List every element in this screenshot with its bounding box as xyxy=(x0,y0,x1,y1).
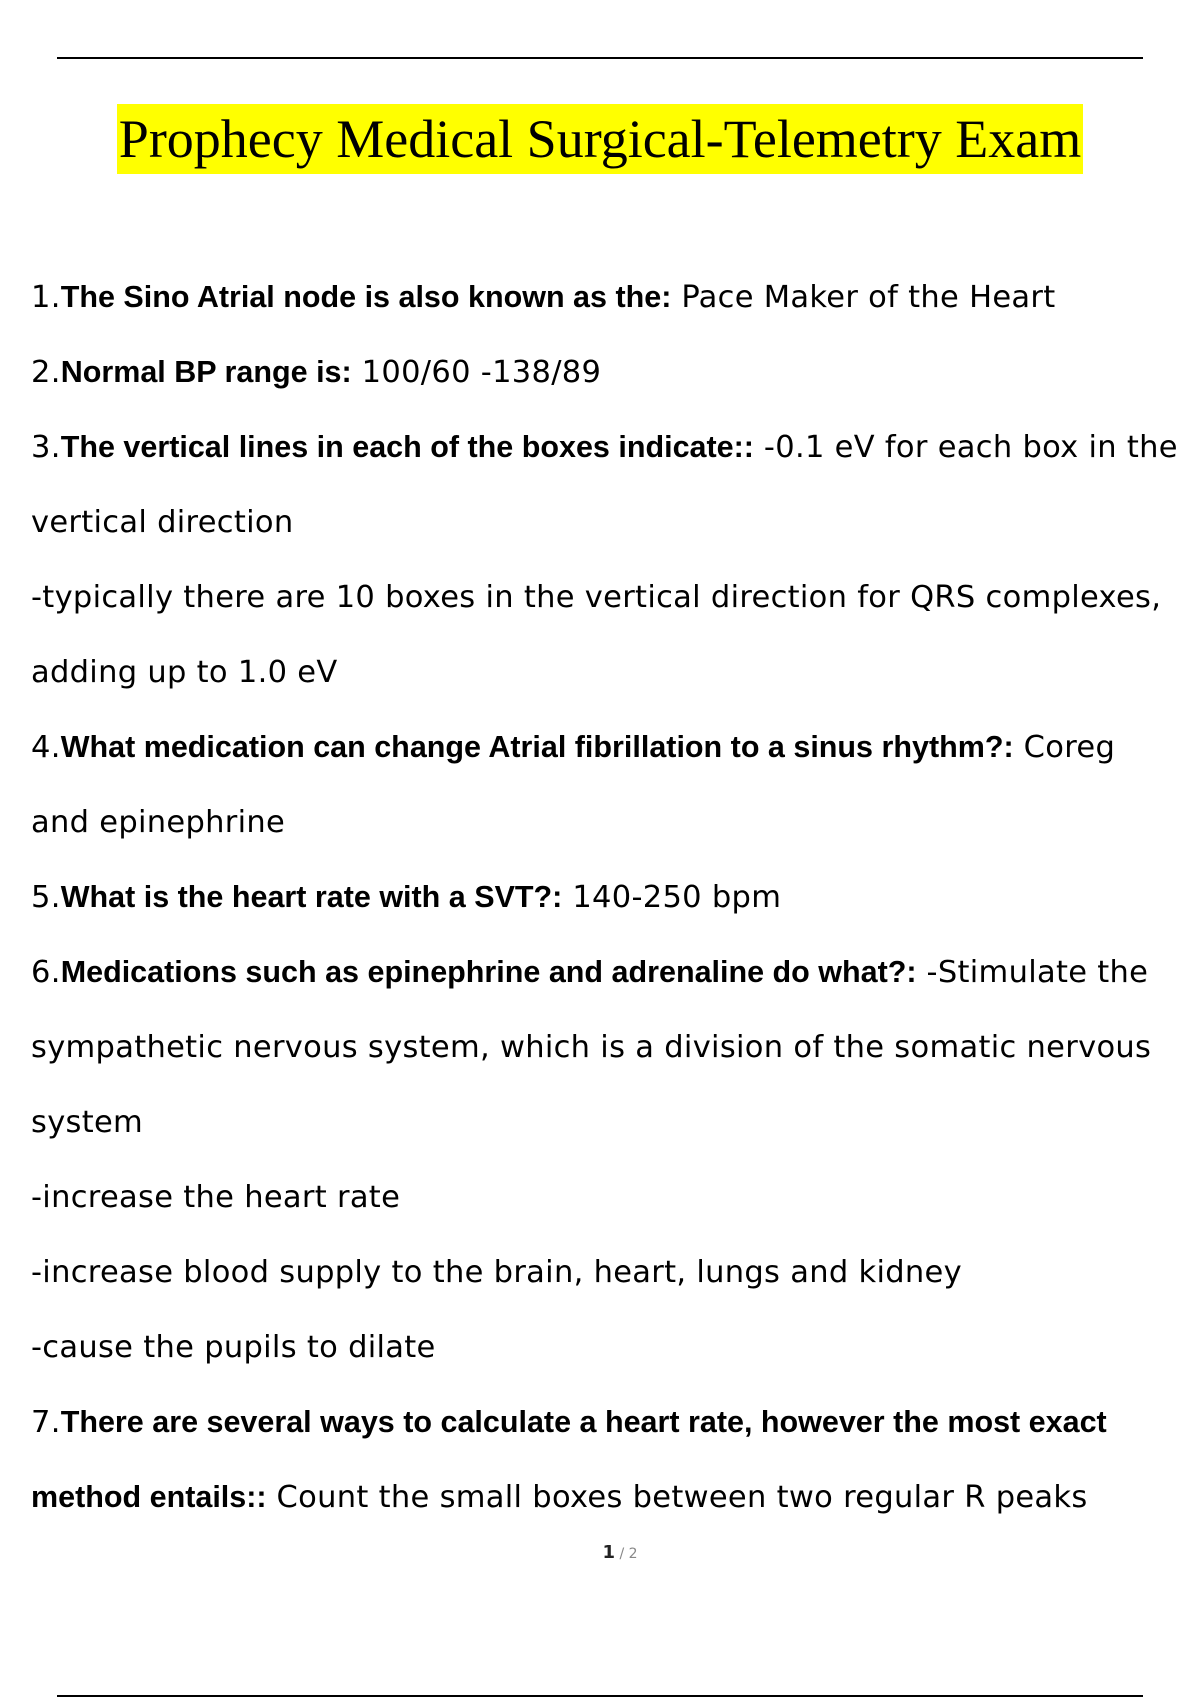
item-number: 1. xyxy=(31,280,61,315)
question-text: What medication can change Atrial fibrillation to a sinus rhythm?: xyxy=(60,730,1014,764)
item-number: 4. xyxy=(31,730,61,765)
answer-extra-line: -increase the heart rate xyxy=(31,1180,401,1215)
qa-item-6 xyxy=(31,935,1181,1160)
question-list xyxy=(31,260,1181,1535)
qa-item-7 xyxy=(31,1385,1181,1535)
answer-text: -Stimulate the sympathetic nervous system, which is a division of the somatic nervous system xyxy=(31,955,1152,1140)
qa-item-5 xyxy=(31,860,1181,935)
question-text: What is the heart rate with a SVT?: xyxy=(60,880,563,914)
question-text: Medications such as epinephrine and adrenaline do what?: xyxy=(60,955,917,989)
question-text: Normal BP range is: xyxy=(60,355,352,389)
item-number: 5. xyxy=(31,880,61,915)
item-number: 2. xyxy=(31,355,61,390)
answer-text: -0.1 eV for each box in the vertical direction xyxy=(31,430,1178,540)
answer-extra-line: -increase blood supply to the brain, heart, lungs and kidney xyxy=(31,1255,962,1290)
question-text: There are several ways to calculate a heart rate, however the most exact method entails:: xyxy=(31,1405,1107,1514)
qa-item-4 xyxy=(31,710,1181,860)
page-current: 1 xyxy=(602,1542,615,1563)
answer-text: 100/60 -138/89 xyxy=(351,355,602,390)
question-text: The Sino Atrial node is also known as the: xyxy=(60,280,672,314)
page-total: / 2 xyxy=(615,1546,638,1562)
question-text: The vertical lines in each of the boxes indicate:: xyxy=(60,430,754,464)
item-number: 6. xyxy=(31,955,61,990)
qa-item-1 xyxy=(31,260,1181,335)
answer-text: Coreg and epinephrine xyxy=(31,730,1116,840)
title-container xyxy=(0,104,1200,174)
answer-extra-line: -cause the pupils to dilate xyxy=(31,1330,436,1365)
item-number: 7. xyxy=(31,1405,61,1440)
answer-text: Count the small boxes between two regular R peaks xyxy=(266,1480,1088,1515)
document-title: Prophecy Medical Surgical-Telemetry Exam xyxy=(117,104,1083,174)
qa-item-2 xyxy=(31,335,1181,410)
answer-text: Pace Maker of the Heart xyxy=(671,280,1056,315)
bottom-rule xyxy=(57,1695,1143,1697)
page-indicator xyxy=(0,1542,1200,1563)
item-number: 3. xyxy=(31,430,61,465)
top-rule xyxy=(57,57,1143,59)
qa-item-3 xyxy=(31,410,1181,560)
answer-extra-line: -typically there are 10 boxes in the vertical direction for QRS complexes, adding up to 1.0 eV xyxy=(31,580,1162,690)
answer-text: 140-250 bpm xyxy=(562,880,782,915)
